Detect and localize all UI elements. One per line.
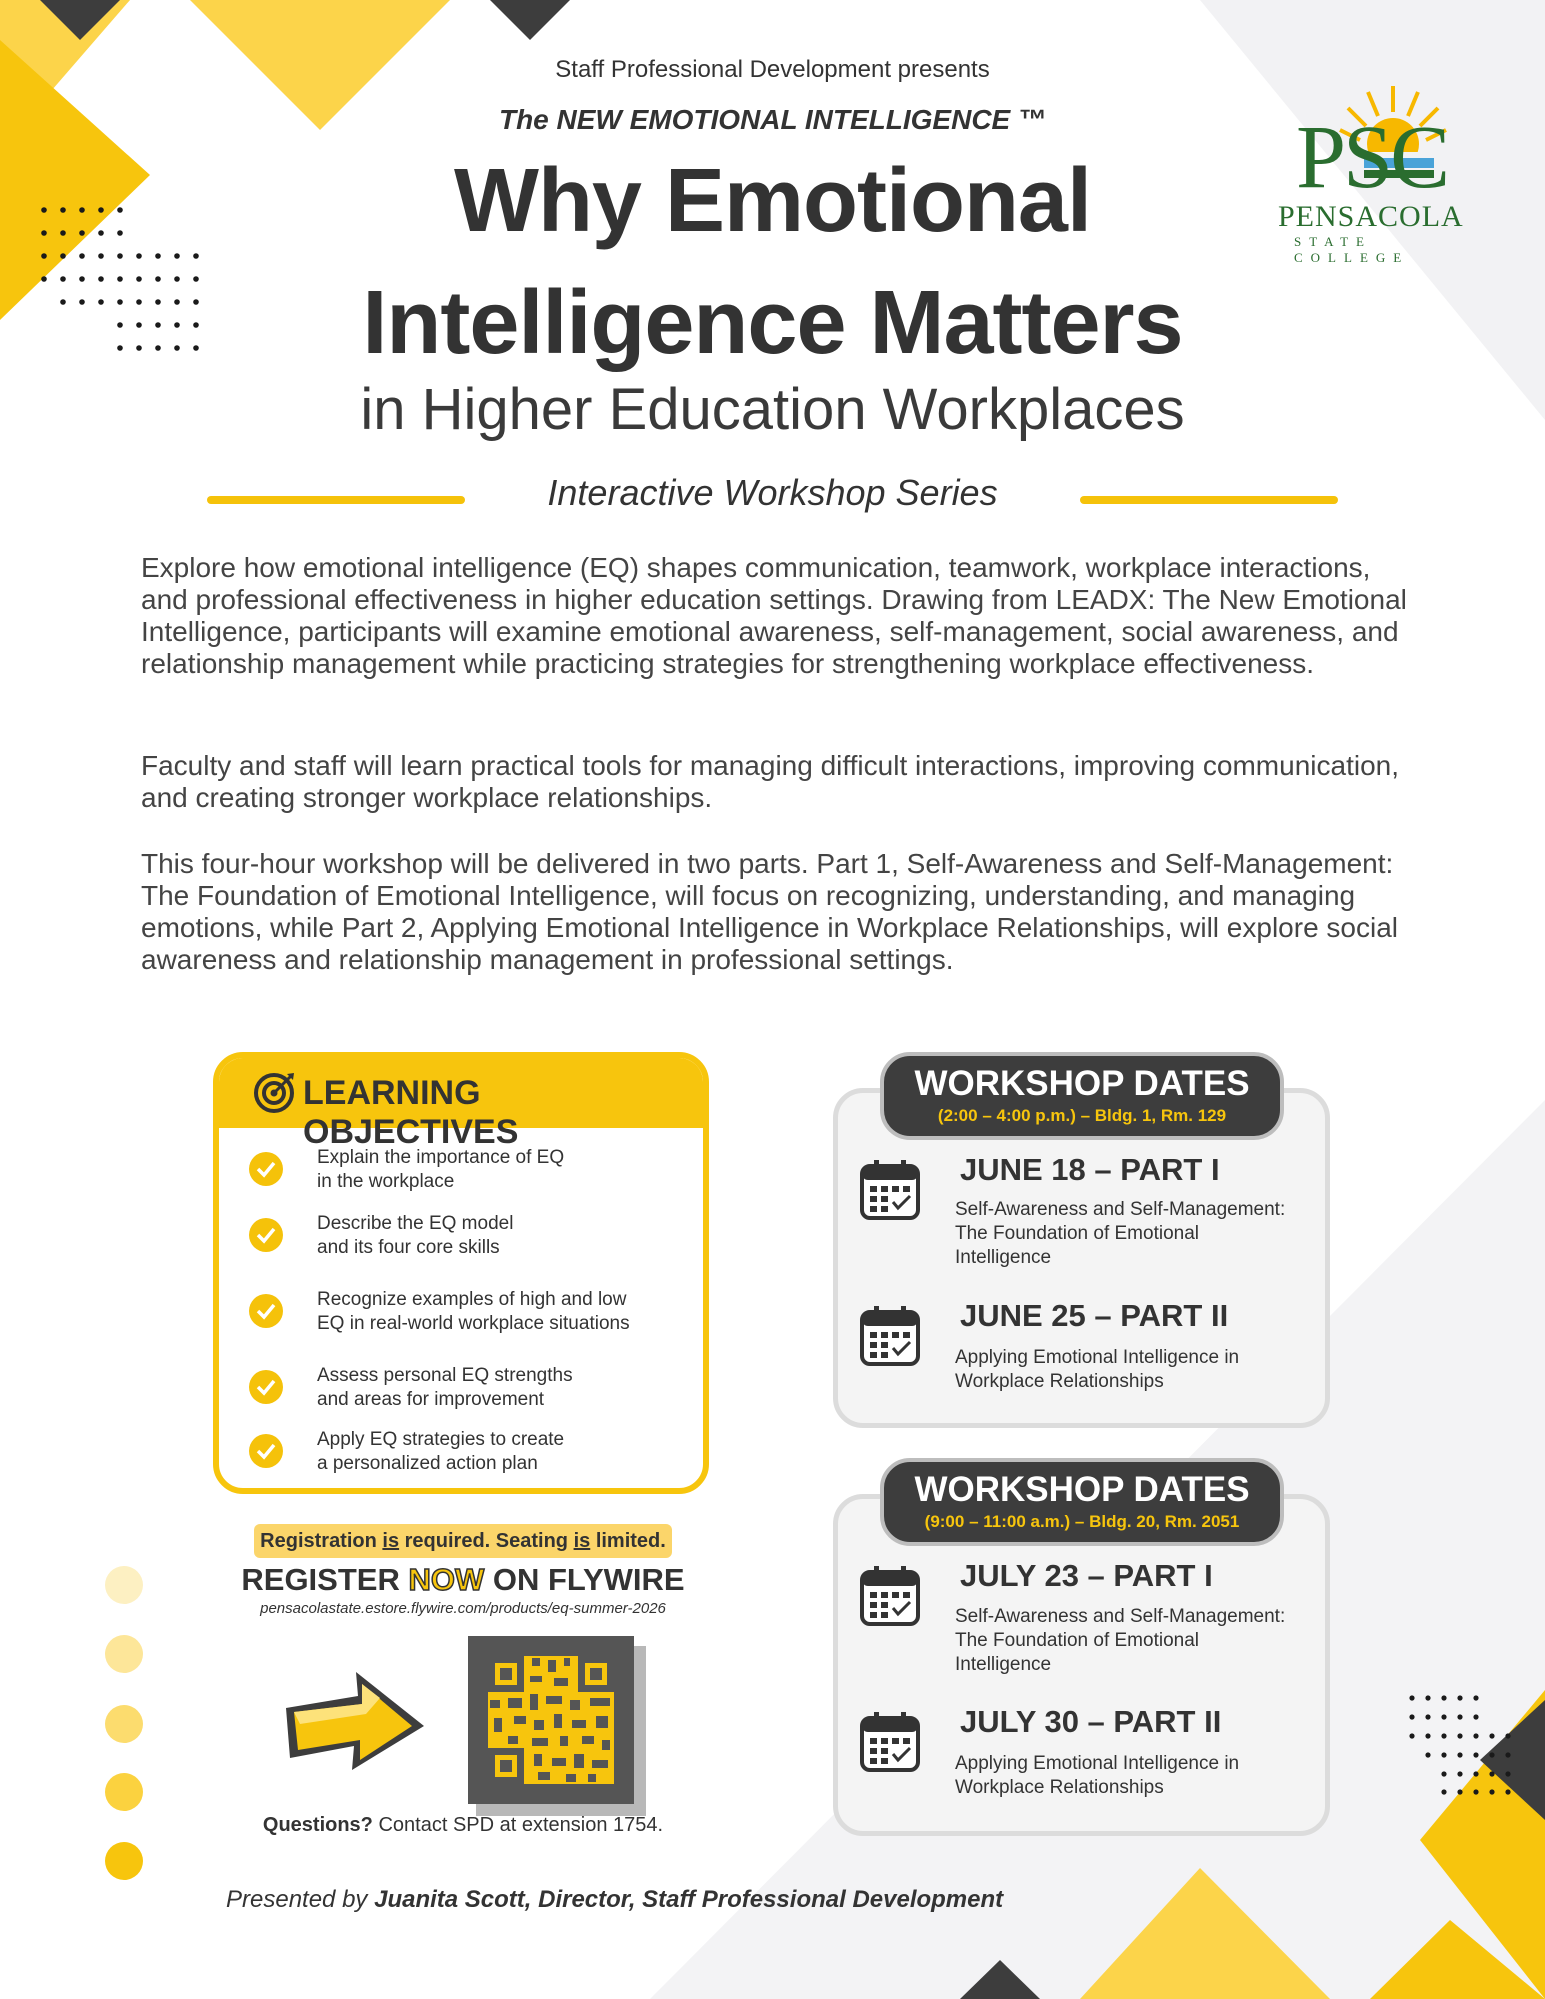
series-name: The NEW EMOTIONAL INTELLIGENCE ™ — [498, 104, 1047, 135]
session-date: JULY 23 – PART I — [960, 1558, 1213, 1593]
check-icon — [249, 1434, 283, 1468]
objective-line: in the workplace — [317, 1171, 455, 1192]
objective-line: Explain the importance of EQ — [317, 1147, 565, 1168]
learning-objectives-box — [213, 1052, 709, 1494]
workshop-dates-details: (9:00 – 11:00 a.m.) – Bldg. 20, Rm. 2051 — [924, 1512, 1240, 1531]
objective-line: a personalized action plan — [317, 1453, 538, 1474]
workshop-dates-tab-2 — [880, 1458, 1284, 1546]
session-date: JULY 30 – PART II — [960, 1704, 1222, 1739]
objective-line: Assess personal EQ strengths — [317, 1365, 573, 1386]
divider-right — [1080, 496, 1338, 504]
session-description: Applying Emotional Intelligence in Workplace Relationships — [955, 1347, 1240, 1392]
presents-line: Staff Professional Development presents — [555, 56, 990, 83]
calendar-icon — [858, 1564, 922, 1628]
logo-subname: STATE COLLEGE — [1294, 234, 1410, 265]
learning-objectives-title: LEARNING OBJECTIVES — [303, 1074, 519, 1151]
workshop-dates-tab-1 — [880, 1052, 1284, 1140]
check-icon — [249, 1152, 283, 1186]
registration-url[interactable]: pensacolastate.estore.flywire.com/products/eq-summer-2026 — [260, 1600, 666, 1617]
objective-line: EQ in real-world workplace situations — [317, 1313, 630, 1334]
workshop-dates-details: (2:00 – 4:00 p.m.) – Bldg. 1, Rm. 129 — [937, 1106, 1227, 1125]
questions-contact: Questions? Contact SPD at extension 1754. — [262, 1814, 664, 1836]
register-now-heading: REGISTER NOW ON FLYWIRE — [241, 1562, 685, 1597]
objective-line: and areas for improvement — [317, 1389, 545, 1410]
session-description: Self-Awareness and Self-Management: The Foundation of Emotional Intelligence — [955, 1199, 1286, 1268]
logo-name: PENSACOLA — [1278, 200, 1464, 233]
registration-required-note: Registration is required. Seating is limited. — [254, 1524, 672, 1558]
page-title-line2: Intelligence Matters — [362, 273, 1183, 373]
page-subtitle: in Higher Education Workplaces — [360, 377, 1185, 442]
calendar-icon — [858, 1710, 922, 1774]
presenter-credit: Presented by Juanita Scott, Director, Staff Professional Development — [226, 1886, 1004, 1913]
logo-mark: PSC — [1296, 108, 1448, 207]
session-description: Applying Emotional Intelligence in Workplace Relationships — [955, 1753, 1240, 1798]
page-title-line1: Why Emotional — [454, 151, 1091, 251]
session-date: JUNE 18 – PART I — [960, 1152, 1220, 1187]
calendar-icon — [858, 1158, 922, 1222]
objective-line: Describe the EQ model — [317, 1213, 514, 1234]
intro-paragraph-1: Explore how emotional intelligence (EQ) shapes communication, teamwork, workplace interactions, and professional effectiveness in higher education settings. Drawing from LEADX: The New Emotional Intelligence, participants will examine emotional awareness, self-management, social awareness, and relationship management while practicing strategies for strengthening workplace effectiveness. — [141, 552, 1407, 679]
session-date: JUNE 25 – PART II — [960, 1298, 1229, 1333]
check-icon — [249, 1370, 283, 1404]
workshop-dates-title: WORKSHOP DATES — [914, 1470, 1250, 1509]
psc-logo — [1272, 82, 1472, 265]
workshop-series-label: Interactive Workshop Series — [547, 472, 998, 513]
objective-line: Recognize examples of high and low — [317, 1289, 627, 1310]
learning-objectives-header — [219, 1058, 703, 1151]
intro-paragraph-3: This four-hour workshop will be delivered in two parts. Part 1, Self-Awareness and Self-Management: The Foundation of Emotional Intelligence, will focus on recognizing, understanding, and managing emotions, while Part 2, Applying Emotional Intelligence in Workplace Relationships, will explore social awareness and relationship management in professional settings. — [141, 848, 1399, 975]
objective-line: and its four core skills — [317, 1237, 500, 1258]
objective-line: Apply EQ strategies to create — [317, 1429, 565, 1450]
session-description: Self-Awareness and Self-Management: The Foundation of Emotional Intelligence — [955, 1606, 1286, 1675]
workshop-dates-title: WORKSHOP DATES — [914, 1064, 1250, 1103]
check-icon — [249, 1294, 283, 1328]
arrow-right-icon — [280, 1666, 430, 1774]
intro-paragraph-2: Faculty and staff will learn practical tools for managing difficult interactions, improving communication, and creating stronger workplace relationships. — [141, 750, 1399, 813]
qr-code[interactable] — [468, 1636, 648, 1818]
check-icon — [249, 1218, 283, 1252]
target-icon — [253, 1072, 295, 1114]
calendar-icon — [858, 1304, 922, 1368]
